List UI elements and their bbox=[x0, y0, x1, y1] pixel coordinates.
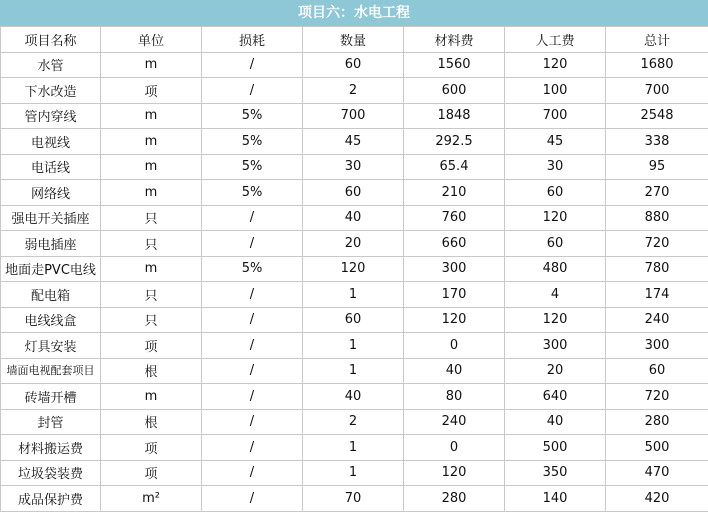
table-row bbox=[1, 52, 708, 78]
table-cell[interactable]: 只 bbox=[101, 205, 202, 231]
table-cell[interactable]: 2 bbox=[303, 78, 404, 104]
table-cell[interactable]: 1 bbox=[303, 460, 404, 486]
table-cell[interactable]: 60 bbox=[303, 52, 404, 78]
table-cell[interactable]: 700 bbox=[606, 78, 708, 104]
item-name-cell[interactable]: 垃圾袋装费 bbox=[1, 460, 101, 486]
table-cell[interactable]: m² bbox=[101, 486, 202, 512]
table-cell[interactable]: 120 bbox=[303, 256, 404, 282]
header-cell[interactable]: 材料费 bbox=[404, 27, 505, 53]
table-row bbox=[1, 358, 708, 384]
item-name-cell[interactable]: 下水改造 bbox=[1, 78, 101, 104]
table-cell[interactable]: 45 bbox=[303, 129, 404, 155]
table-cell[interactable]: 40 bbox=[404, 358, 505, 384]
item-name-cell[interactable]: 砖墙开槽 bbox=[1, 384, 101, 410]
table-cell[interactable]: 210 bbox=[404, 180, 505, 206]
table-cell[interactable]: / bbox=[202, 52, 303, 78]
item-name-cell[interactable]: 强电开关插座 bbox=[1, 205, 101, 231]
item-name-cell[interactable]: 管内穿线 bbox=[1, 103, 101, 129]
table-row bbox=[1, 154, 708, 180]
table-cell[interactable]: 45 bbox=[505, 129, 606, 155]
table-cell[interactable]: 300 bbox=[505, 333, 606, 359]
table-cell[interactable]: 120 bbox=[404, 307, 505, 333]
sheet-title: 项目六：水电工程 bbox=[0, 0, 708, 26]
header-cell[interactable]: 损耗 bbox=[202, 27, 303, 53]
item-name-cell[interactable]: 成品保护费 bbox=[1, 486, 101, 512]
header-cell[interactable]: 单位 bbox=[101, 27, 202, 53]
item-name-cell[interactable]: 电线线盒 bbox=[1, 307, 101, 333]
item-name-cell[interactable]: 弱电插座 bbox=[1, 231, 101, 257]
table-cell[interactable]: 60 bbox=[303, 180, 404, 206]
table-row bbox=[1, 307, 708, 333]
table-cell[interactable]: 1 bbox=[303, 282, 404, 308]
table-cell[interactable]: 20 bbox=[303, 231, 404, 257]
table-cell[interactable]: 1 bbox=[303, 333, 404, 359]
item-name-cell[interactable]: 电视线 bbox=[1, 129, 101, 155]
table-cell[interactable]: 292.5 bbox=[404, 129, 505, 155]
table-cell[interactable]: 470 bbox=[606, 460, 708, 486]
table-cell[interactable]: / bbox=[202, 358, 303, 384]
header-row bbox=[1, 27, 708, 53]
table-row bbox=[1, 205, 708, 231]
table-cell[interactable]: 30 bbox=[505, 154, 606, 180]
table-cell[interactable]: 项 bbox=[101, 78, 202, 104]
table-cell[interactable]: 0 bbox=[404, 333, 505, 359]
table-cell[interactable]: 350 bbox=[505, 460, 606, 486]
item-name-cell[interactable]: 灯具安装 bbox=[1, 333, 101, 359]
table-cell[interactable]: 项 bbox=[101, 435, 202, 461]
table-cell[interactable]: 40 bbox=[303, 205, 404, 231]
table-cell[interactable]: 根 bbox=[101, 409, 202, 435]
table-cell[interactable]: m bbox=[101, 384, 202, 410]
table-row bbox=[1, 256, 708, 282]
table-cell[interactable]: 80 bbox=[404, 384, 505, 410]
table-cell[interactable]: 只 bbox=[101, 231, 202, 257]
table-row bbox=[1, 231, 708, 257]
table-cell[interactable]: 只 bbox=[101, 282, 202, 308]
table-cell[interactable]: 300 bbox=[606, 333, 708, 359]
table-cell[interactable]: 170 bbox=[404, 282, 505, 308]
table-row bbox=[1, 180, 708, 206]
table-cell[interactable]: 880 bbox=[606, 205, 708, 231]
item-name-cell[interactable]: 地面走PVC电线 bbox=[1, 256, 101, 282]
table-cell[interactable]: / bbox=[202, 205, 303, 231]
table-cell[interactable]: 280 bbox=[404, 486, 505, 512]
table-cell[interactable]: 5% bbox=[202, 154, 303, 180]
table-cell[interactable]: 780 bbox=[606, 256, 708, 282]
table-cell[interactable]: 20 bbox=[505, 358, 606, 384]
table-cell[interactable]: 338 bbox=[606, 129, 708, 155]
table-cell[interactable]: 60 bbox=[505, 231, 606, 257]
table-cell[interactable]: 300 bbox=[404, 256, 505, 282]
table-cell[interactable]: 95 bbox=[606, 154, 708, 180]
table-cell[interactable]: / bbox=[202, 333, 303, 359]
table-cell[interactable]: m bbox=[101, 103, 202, 129]
item-name-cell[interactable]: 水管 bbox=[1, 52, 101, 78]
table-cell[interactable]: 720 bbox=[606, 384, 708, 410]
table-cell[interactable]: 60 bbox=[606, 358, 708, 384]
table-cell[interactable]: 240 bbox=[606, 307, 708, 333]
table-cell[interactable]: 480 bbox=[505, 256, 606, 282]
table-cell[interactable]: / bbox=[202, 409, 303, 435]
table-row bbox=[1, 129, 708, 155]
table-cell[interactable]: 120 bbox=[505, 307, 606, 333]
table-cell[interactable]: 240 bbox=[404, 409, 505, 435]
table-cell[interactable]: / bbox=[202, 231, 303, 257]
table-cell[interactable]: 500 bbox=[606, 435, 708, 461]
table-cell[interactable]: 660 bbox=[404, 231, 505, 257]
table-cell[interactable]: 只 bbox=[101, 307, 202, 333]
table-cell[interactable]: 40 bbox=[505, 409, 606, 435]
table-cell[interactable]: 5% bbox=[202, 180, 303, 206]
item-name-cell[interactable]: 配电箱 bbox=[1, 282, 101, 308]
table-cell[interactable]: 120 bbox=[505, 205, 606, 231]
table-cell[interactable]: 1560 bbox=[404, 52, 505, 78]
table-row bbox=[1, 384, 708, 410]
table-cell[interactable]: m bbox=[101, 180, 202, 206]
table-cell[interactable]: 120 bbox=[505, 52, 606, 78]
table-cell[interactable]: 1 bbox=[303, 358, 404, 384]
table-cell[interactable]: / bbox=[202, 78, 303, 104]
header-cell[interactable]: 总计 bbox=[606, 27, 708, 53]
table-cell[interactable]: 70 bbox=[303, 486, 404, 512]
item-name-cell[interactable]: 网络线 bbox=[1, 180, 101, 206]
item-name-cell[interactable]: 封管 bbox=[1, 409, 101, 435]
table-cell[interactable]: / bbox=[202, 307, 303, 333]
table-cell[interactable]: / bbox=[202, 435, 303, 461]
table-cell[interactable]: 60 bbox=[505, 180, 606, 206]
table-cell[interactable]: 720 bbox=[606, 231, 708, 257]
table-cell[interactable]: 2 bbox=[303, 409, 404, 435]
table-cell[interactable]: / bbox=[202, 282, 303, 308]
table-row bbox=[1, 282, 708, 308]
item-name-cell[interactable]: 电话线 bbox=[1, 154, 101, 180]
table-cell[interactable]: 4 bbox=[505, 282, 606, 308]
table-cell[interactable]: 270 bbox=[606, 180, 708, 206]
table-cell[interactable]: 0 bbox=[404, 435, 505, 461]
table-cell[interactable]: / bbox=[202, 460, 303, 486]
table-cell[interactable]: 1848 bbox=[404, 103, 505, 129]
table-cell[interactable]: 40 bbox=[303, 384, 404, 410]
table-cell[interactable]: 项 bbox=[101, 460, 202, 486]
header-cell[interactable]: 数量 bbox=[303, 27, 404, 53]
table-cell[interactable]: 700 bbox=[505, 103, 606, 129]
table-cell[interactable]: 2548 bbox=[606, 103, 708, 129]
table-cell[interactable]: 280 bbox=[606, 409, 708, 435]
table-row bbox=[1, 409, 708, 435]
table-cell[interactable]: 项 bbox=[101, 333, 202, 359]
table-cell[interactable]: 60 bbox=[303, 307, 404, 333]
table-cell[interactable]: 500 bbox=[505, 435, 606, 461]
table-cell[interactable]: 120 bbox=[404, 460, 505, 486]
table-cell[interactable]: 600 bbox=[404, 78, 505, 104]
table-cell[interactable]: 420 bbox=[606, 486, 708, 512]
table-cell[interactable]: 174 bbox=[606, 282, 708, 308]
table-cell[interactable]: m bbox=[101, 52, 202, 78]
table-row bbox=[1, 103, 708, 129]
table-cell[interactable]: m bbox=[101, 129, 202, 155]
table-cell[interactable]: 65.4 bbox=[404, 154, 505, 180]
header-cell[interactable]: 项目名称 bbox=[1, 27, 101, 53]
table-cell[interactable]: 1 bbox=[303, 435, 404, 461]
table-cell[interactable]: 100 bbox=[505, 78, 606, 104]
table-cell[interactable]: 5% bbox=[202, 129, 303, 155]
table-cell[interactable]: 5% bbox=[202, 103, 303, 129]
table-cell[interactable]: 1680 bbox=[606, 52, 708, 78]
table-cell[interactable]: 140 bbox=[505, 486, 606, 512]
table-row bbox=[1, 333, 708, 359]
table-cell[interactable]: 700 bbox=[303, 103, 404, 129]
header-cell[interactable]: 人工费 bbox=[505, 27, 606, 53]
item-name-cell[interactable]: 材料搬运费 bbox=[1, 435, 101, 461]
table-row bbox=[1, 460, 708, 486]
table-row bbox=[1, 78, 708, 104]
table-cell[interactable]: 760 bbox=[404, 205, 505, 231]
table-cell[interactable]: m bbox=[101, 256, 202, 282]
table-cell[interactable]: 30 bbox=[303, 154, 404, 180]
cost-table bbox=[0, 26, 708, 512]
table-row bbox=[1, 486, 708, 512]
table-cell[interactable]: 根 bbox=[101, 358, 202, 384]
table-cell[interactable]: / bbox=[202, 486, 303, 512]
item-name-cell[interactable]: 墙面电视配套项目 bbox=[1, 358, 101, 384]
table-cell[interactable]: / bbox=[202, 384, 303, 410]
table-cell[interactable]: m bbox=[101, 154, 202, 180]
table-row bbox=[1, 435, 708, 461]
table-cell[interactable]: 640 bbox=[505, 384, 606, 410]
table-cell[interactable]: 5% bbox=[202, 256, 303, 282]
